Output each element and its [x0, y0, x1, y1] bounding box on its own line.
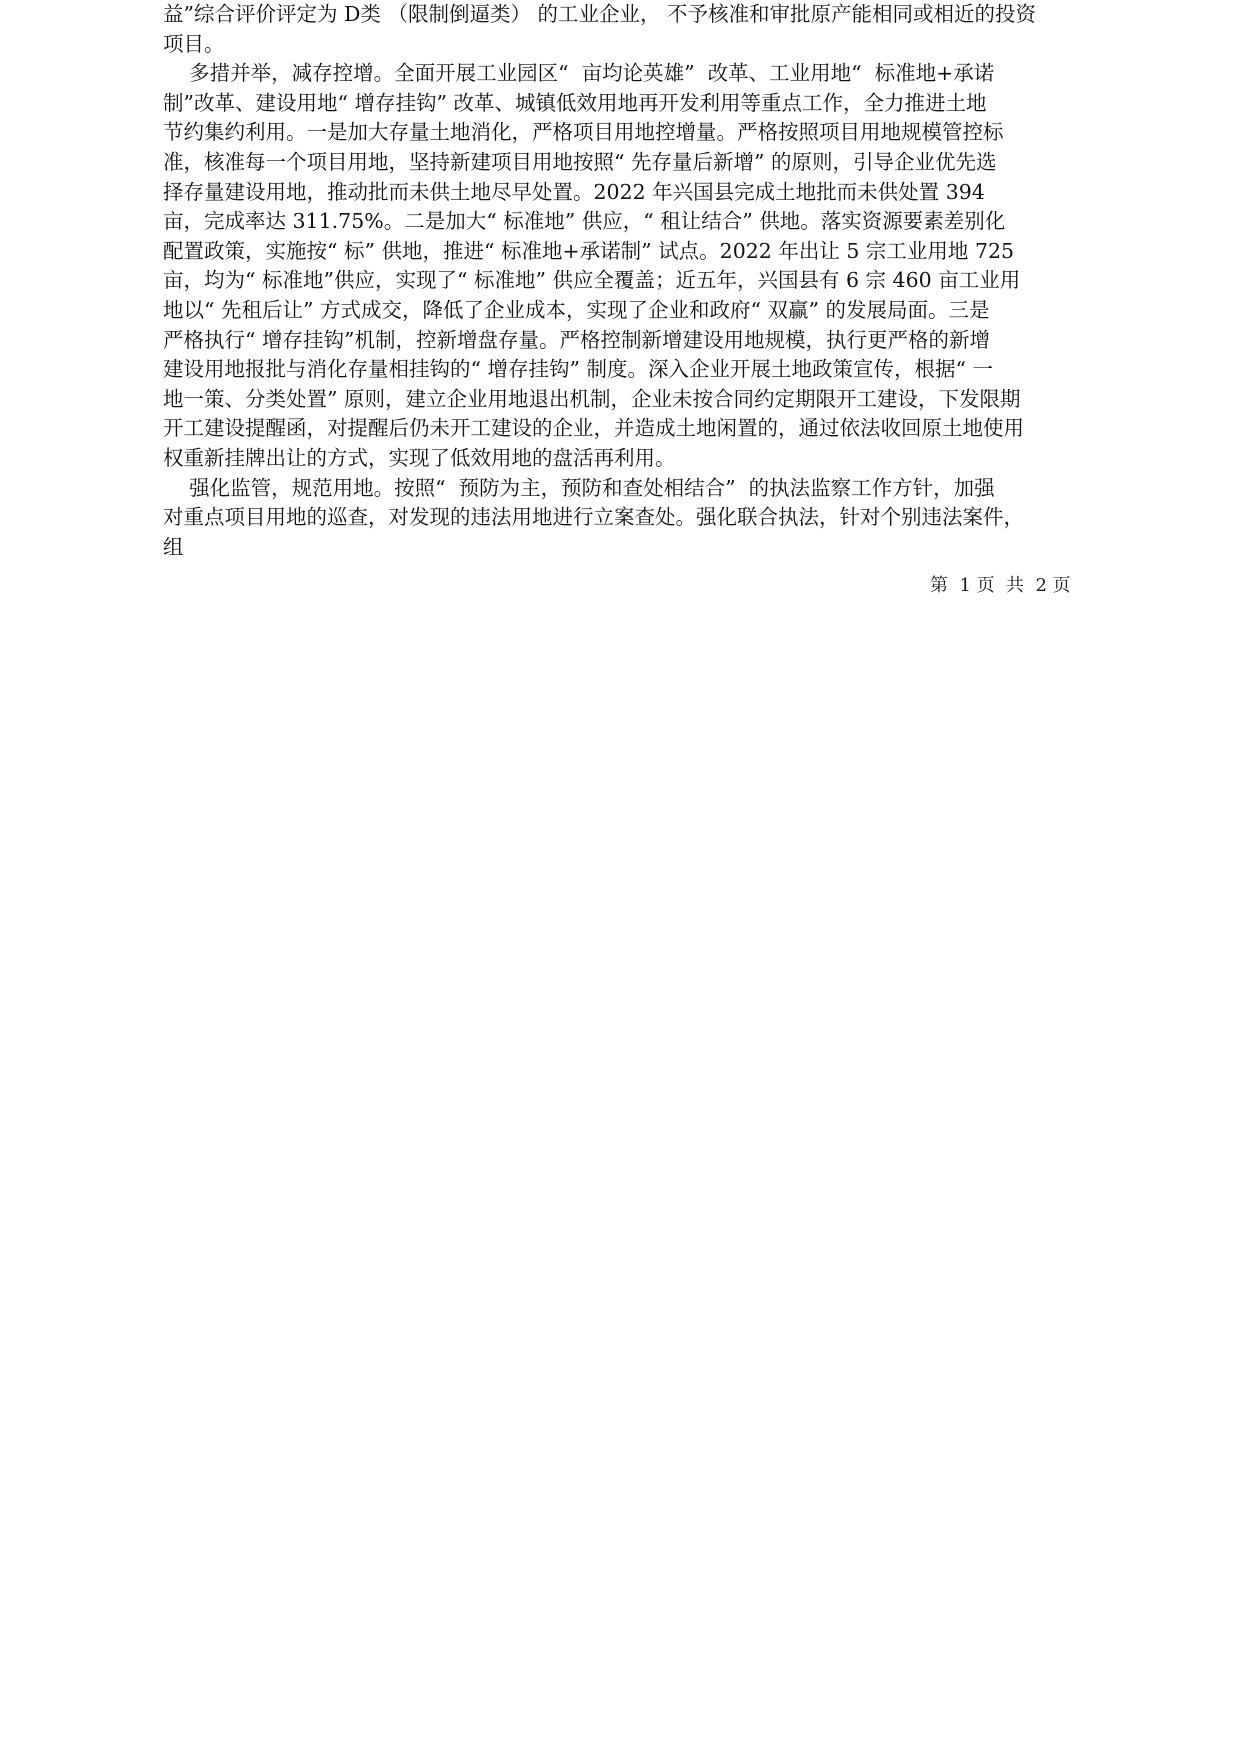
text-line: 严格执行“ 增存挂钩”机制，控新增盘存量。严格控制新增建设用地规模，执行更严格的新增	[163, 327, 990, 352]
text-line: 准，核准每一个项目用地，坚持新建项目用地按照“ 先存量后新增” 的原则，引导企业优先选	[163, 149, 997, 174]
text-line: 项目。	[163, 31, 225, 56]
text-line: 配置政策，实施按“ 标” 供地，推进“ 标准地+承诺制” 试点。2022 年出让 5 宗工业用地 725	[163, 238, 1015, 263]
text-line: 制”改革、建设用地“ 增存挂钩” 改革、城镇低效用地再开发利用等重点工作，全力推进土地	[163, 90, 987, 115]
text-line: 节约集约利用。一是加大存量土地消化，严格项目用地控增量。严格按照项目用地规模管控标	[163, 120, 1004, 145]
text-line: 亩，完成率达 311.75%。二是加大“ 标准地” 供应，“ 租让结合” 供地。落实资源要素差别化	[163, 209, 1006, 234]
page-number: 第 1 页 共 2 页	[930, 575, 1071, 596]
text-line: 地以“ 先租后让” 方式成交，降低了企业成本，实现了企业和政府“ 双赢” 的发展局面。三是	[163, 297, 990, 322]
text-line: 强化监管，规范用地。按照“ 预防为主，预防和查处相结合” 的执法监察工作方针，加强	[163, 475, 995, 500]
text-line: 多措并举，减存控增。全面开展工业园区“ 亩均论英雄” 改革、工业用地“ 标准地+承诺	[163, 61, 995, 86]
text-line: 亩，均为“ 标准地”供应，实现了“ 标准地” 供应全覆盖；近五年，兴国县有 6 宗 460 亩工业用	[163, 268, 1021, 293]
body-text	[163, 0, 1083, 562]
text-line: 对重点项目用地的巡查，对发现的违法用地进行立案查处。强化联合执法，针对个别违法案件，	[163, 505, 1024, 530]
text-line: 益”综合评价评定为 D类 （限制倒逼类） 的工业企业， 不予核准和审批原产能相同或相近的投资	[163, 2, 1036, 26]
text-line: 建设用地报批与消化存量相挂钩的“ 增存挂钩” 制度。深入企业开展土地政策宣传，根据“ 一	[163, 357, 993, 382]
text-line: 择存量建设用地，推动批而未供土地尽早处置。2022 年兴国县完成土地批而未供处置 394	[163, 179, 985, 204]
text-line: 地一策、分类处置” 原则，建立企业用地退出机制，企业未按合同约定期限开工建设，下发限期	[163, 386, 1021, 411]
text-line: 权重新挂牌出让的方式，实现了低效用地的盘活再利用。	[163, 445, 676, 470]
text-line: 开工建设提醒函，对提醒后仍未开工建设的企业，并造成土地闲置的，通过依法收回原土地使用	[163, 416, 1024, 441]
text-line: 组	[163, 534, 184, 559]
